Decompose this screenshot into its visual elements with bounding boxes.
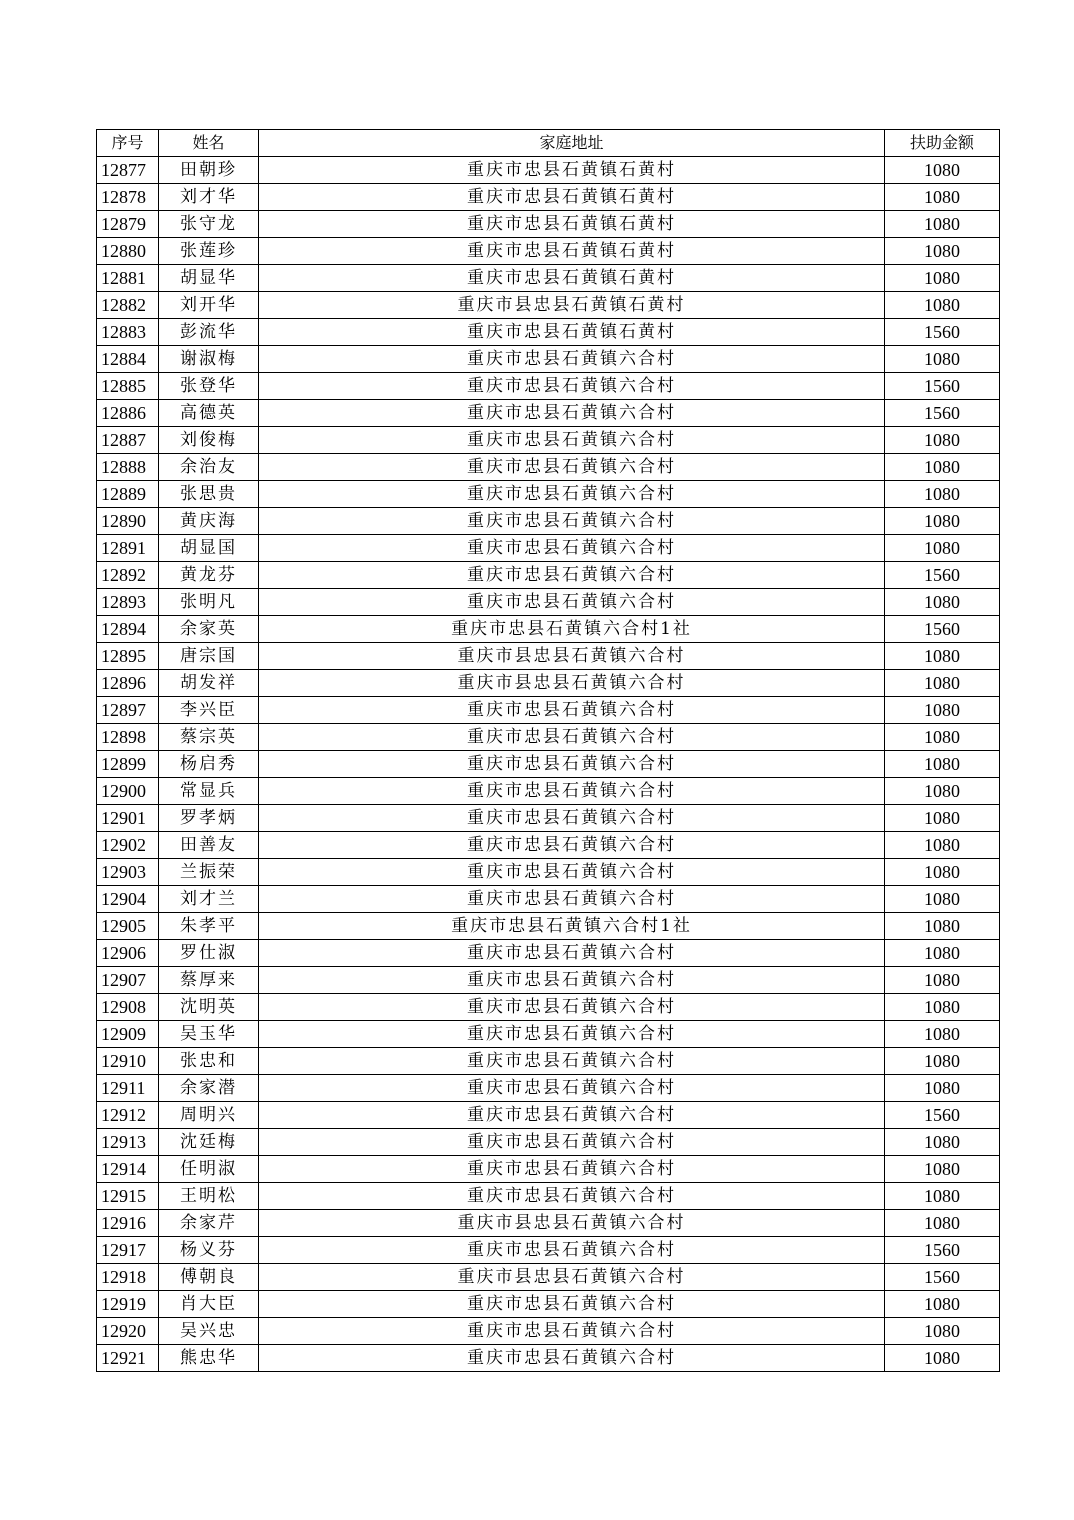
- name-cell: 张忠和: [159, 1048, 259, 1075]
- amount-cell: 1080: [885, 1345, 1000, 1372]
- amount-cell: 1080: [885, 1291, 1000, 1318]
- amount-cell: 1080: [885, 508, 1000, 535]
- amount-cell: 1080: [885, 1183, 1000, 1210]
- serial-number-cell: 12898: [97, 724, 159, 751]
- serial-number-cell: 12877: [97, 157, 159, 184]
- address-cell: 重庆市忠县石黄镇六合村: [259, 1075, 885, 1102]
- table-row: [97, 157, 1000, 184]
- serial-number-cell: 12906: [97, 940, 159, 967]
- table-row: [97, 1291, 1000, 1318]
- amount-cell: 1560: [885, 1264, 1000, 1291]
- name-cell: 黄庆海: [159, 508, 259, 535]
- name-cell: 张思贵: [159, 481, 259, 508]
- serial-number-cell: 12893: [97, 589, 159, 616]
- address-cell: 重庆市忠县石黄镇六合村: [259, 1129, 885, 1156]
- table-row: [97, 967, 1000, 994]
- address-cell: 重庆市忠县石黄镇石黄村: [259, 157, 885, 184]
- name-cell: 王明松: [159, 1183, 259, 1210]
- serial-number-cell: 12916: [97, 1210, 159, 1237]
- serial-number-cell: 12921: [97, 1345, 159, 1372]
- amount-cell: 1080: [885, 994, 1000, 1021]
- table-row: [97, 643, 1000, 670]
- amount-cell: 1080: [885, 454, 1000, 481]
- address-cell: 重庆市县忠县石黄镇石黄村: [259, 292, 885, 319]
- name-cell: 余家英: [159, 616, 259, 643]
- name-cell: 常显兵: [159, 778, 259, 805]
- name-cell: 吴兴忠: [159, 1318, 259, 1345]
- serial-number-cell: 12899: [97, 751, 159, 778]
- amount-cell: 1560: [885, 319, 1000, 346]
- name-cell: 胡发祥: [159, 670, 259, 697]
- amount-cell: 1080: [885, 832, 1000, 859]
- name-cell: 周明兴: [159, 1102, 259, 1129]
- assistance-table: [96, 129, 1000, 1372]
- amount-cell: 1080: [885, 481, 1000, 508]
- address-cell: 重庆市忠县石黄镇六合村: [259, 346, 885, 373]
- serial-number-cell: 12880: [97, 238, 159, 265]
- address-cell: 重庆市忠县石黄镇六合村: [259, 1237, 885, 1264]
- amount-cell: 1080: [885, 211, 1000, 238]
- serial-number-cell: 12902: [97, 832, 159, 859]
- address-cell: 重庆市忠县石黄镇六合村: [259, 724, 885, 751]
- table-row: [97, 1183, 1000, 1210]
- table-row: [97, 1075, 1000, 1102]
- serial-number-cell: 12913: [97, 1129, 159, 1156]
- table-row: [97, 535, 1000, 562]
- table-row: [97, 1345, 1000, 1372]
- amount-cell: 1080: [885, 535, 1000, 562]
- address-cell: 重庆市忠县石黄镇六合村: [259, 589, 885, 616]
- name-cell: 朱孝平: [159, 913, 259, 940]
- address-cell: 重庆市忠县石黄镇六合村: [259, 778, 885, 805]
- name-cell: 田朝珍: [159, 157, 259, 184]
- table-row: [97, 1264, 1000, 1291]
- address-cell: 重庆市县忠县石黄镇六合村: [259, 670, 885, 697]
- amount-cell: 1080: [885, 427, 1000, 454]
- serial-number-cell: 12901: [97, 805, 159, 832]
- amount-cell: 1080: [885, 913, 1000, 940]
- address-cell: 重庆市忠县石黄镇六合村: [259, 1291, 885, 1318]
- address-cell: 重庆市忠县石黄镇六合村: [259, 400, 885, 427]
- serial-number-cell: 12892: [97, 562, 159, 589]
- header-assistance-amount: 扶助金额: [885, 130, 1000, 157]
- amount-cell: 1080: [885, 778, 1000, 805]
- table-row: [97, 1210, 1000, 1237]
- table-row: [97, 184, 1000, 211]
- address-cell: 重庆市县忠县石黄镇六合村: [259, 1264, 885, 1291]
- name-cell: 杨启秀: [159, 751, 259, 778]
- amount-cell: 1560: [885, 1237, 1000, 1264]
- name-cell: 余治友: [159, 454, 259, 481]
- address-cell: 重庆市忠县石黄镇六合村: [259, 1048, 885, 1075]
- name-cell: 刘开华: [159, 292, 259, 319]
- address-cell: 重庆市忠县石黄镇六合村: [259, 427, 885, 454]
- table-row: [97, 589, 1000, 616]
- address-cell: 重庆市忠县石黄镇石黄村: [259, 238, 885, 265]
- name-cell: 刘俊梅: [159, 427, 259, 454]
- table-header-row: [97, 130, 1000, 157]
- name-cell: 余家芹: [159, 1210, 259, 1237]
- table-row: [97, 265, 1000, 292]
- address-cell: 重庆市忠县石黄镇六合村: [259, 481, 885, 508]
- serial-number-cell: 12903: [97, 859, 159, 886]
- name-cell: 张登华: [159, 373, 259, 400]
- amount-cell: 1080: [885, 1129, 1000, 1156]
- address-cell: 重庆市忠县石黄镇六合村: [259, 535, 885, 562]
- serial-number-cell: 12915: [97, 1183, 159, 1210]
- name-cell: 彭流华: [159, 319, 259, 346]
- address-cell: 重庆市忠县石黄镇六合村: [259, 940, 885, 967]
- serial-number-cell: 12914: [97, 1156, 159, 1183]
- serial-number-cell: 12895: [97, 643, 159, 670]
- amount-cell: 1080: [885, 346, 1000, 373]
- amount-cell: 1080: [885, 1210, 1000, 1237]
- amount-cell: 1560: [885, 1102, 1000, 1129]
- serial-number-cell: 12918: [97, 1264, 159, 1291]
- header-home-address: 家庭地址: [259, 130, 885, 157]
- amount-cell: 1080: [885, 697, 1000, 724]
- table-row: [97, 886, 1000, 913]
- address-cell: 重庆市忠县石黄镇石黄村: [259, 211, 885, 238]
- table-row: [97, 292, 1000, 319]
- name-cell: 唐宗国: [159, 643, 259, 670]
- amount-cell: 1560: [885, 373, 1000, 400]
- name-cell: 蔡宗英: [159, 724, 259, 751]
- serial-number-cell: 12887: [97, 427, 159, 454]
- amount-cell: 1080: [885, 859, 1000, 886]
- address-cell: 重庆市忠县石黄镇六合村: [259, 697, 885, 724]
- amount-cell: 1080: [885, 1075, 1000, 1102]
- address-cell: 重庆市县忠县石黄镇六合村: [259, 643, 885, 670]
- table-row: [97, 913, 1000, 940]
- address-cell: 重庆市忠县石黄镇石黄村: [259, 265, 885, 292]
- name-cell: 刘才华: [159, 184, 259, 211]
- serial-number-cell: 12907: [97, 967, 159, 994]
- serial-number-cell: 12908: [97, 994, 159, 1021]
- table-row: [97, 373, 1000, 400]
- serial-number-cell: 12912: [97, 1102, 159, 1129]
- serial-number-cell: 12919: [97, 1291, 159, 1318]
- table-row: [97, 1048, 1000, 1075]
- amount-cell: 1080: [885, 157, 1000, 184]
- serial-number-cell: 12917: [97, 1237, 159, 1264]
- amount-cell: 1080: [885, 184, 1000, 211]
- amount-cell: 1080: [885, 643, 1000, 670]
- amount-cell: 1080: [885, 1021, 1000, 1048]
- table-row: [97, 1156, 1000, 1183]
- serial-number-cell: 12886: [97, 400, 159, 427]
- serial-number-cell: 12904: [97, 886, 159, 913]
- table-row: [97, 346, 1000, 373]
- table-row: [97, 805, 1000, 832]
- table-row: [97, 940, 1000, 967]
- amount-cell: 1080: [885, 751, 1000, 778]
- name-cell: 任明淑: [159, 1156, 259, 1183]
- name-cell: 张莲珍: [159, 238, 259, 265]
- table-row: [97, 400, 1000, 427]
- serial-number-cell: 12920: [97, 1318, 159, 1345]
- name-cell: 黄龙芬: [159, 562, 259, 589]
- table-row: [97, 1129, 1000, 1156]
- address-cell: 重庆市忠县石黄镇六合村: [259, 1102, 885, 1129]
- address-cell: 重庆市忠县石黄镇六合村1社: [259, 616, 885, 643]
- address-cell: 重庆市县忠县石黄镇六合村: [259, 1210, 885, 1237]
- table-body: [97, 157, 1000, 1372]
- assistance-table-container: [96, 129, 999, 1372]
- amount-cell: 1080: [885, 1318, 1000, 1345]
- address-cell: 重庆市忠县石黄镇六合村: [259, 805, 885, 832]
- amount-cell: 1080: [885, 589, 1000, 616]
- address-cell: 重庆市忠县石黄镇六合村: [259, 373, 885, 400]
- table-row: [97, 319, 1000, 346]
- amount-cell: 1080: [885, 265, 1000, 292]
- name-cell: 高德英: [159, 400, 259, 427]
- table-row: [97, 481, 1000, 508]
- name-cell: 李兴臣: [159, 697, 259, 724]
- address-cell: 重庆市忠县石黄镇六合村: [259, 832, 885, 859]
- table-row: [97, 697, 1000, 724]
- name-cell: 余家潜: [159, 1075, 259, 1102]
- name-cell: 张明凡: [159, 589, 259, 616]
- amount-cell: 1080: [885, 940, 1000, 967]
- name-cell: 罗仕淑: [159, 940, 259, 967]
- table-row: [97, 562, 1000, 589]
- serial-number-cell: 12884: [97, 346, 159, 373]
- table-row: [97, 832, 1000, 859]
- amount-cell: 1560: [885, 400, 1000, 427]
- serial-number-cell: 12891: [97, 535, 159, 562]
- serial-number-cell: 12889: [97, 481, 159, 508]
- serial-number-cell: 12888: [97, 454, 159, 481]
- address-cell: 重庆市忠县石黄镇六合村: [259, 994, 885, 1021]
- amount-cell: 1080: [885, 886, 1000, 913]
- amount-cell: 1080: [885, 805, 1000, 832]
- table-row: [97, 1318, 1000, 1345]
- address-cell: 重庆市忠县石黄镇六合村: [259, 859, 885, 886]
- serial-number-cell: 12905: [97, 913, 159, 940]
- serial-number-cell: 12897: [97, 697, 159, 724]
- table-row: [97, 994, 1000, 1021]
- address-cell: 重庆市忠县石黄镇六合村: [259, 454, 885, 481]
- address-cell: 重庆市忠县石黄镇六合村: [259, 967, 885, 994]
- serial-number-cell: 12900: [97, 778, 159, 805]
- amount-cell: 1560: [885, 616, 1000, 643]
- amount-cell: 1080: [885, 292, 1000, 319]
- table-row: [97, 859, 1000, 886]
- table-row: [97, 211, 1000, 238]
- table-row: [97, 427, 1000, 454]
- table-row: [97, 238, 1000, 265]
- table-row: [97, 454, 1000, 481]
- amount-cell: 1080: [885, 1048, 1000, 1075]
- serial-number-cell: 12910: [97, 1048, 159, 1075]
- serial-number-cell: 12881: [97, 265, 159, 292]
- amount-cell: 1080: [885, 238, 1000, 265]
- table-row: [97, 751, 1000, 778]
- header-serial-number: 序号: [97, 130, 159, 157]
- table-row: [97, 616, 1000, 643]
- address-cell: 重庆市忠县石黄镇六合村1社: [259, 913, 885, 940]
- serial-number-cell: 12879: [97, 211, 159, 238]
- name-cell: 张守龙: [159, 211, 259, 238]
- amount-cell: 1560: [885, 562, 1000, 589]
- table-row: [97, 508, 1000, 535]
- serial-number-cell: 12882: [97, 292, 159, 319]
- amount-cell: 1080: [885, 967, 1000, 994]
- address-cell: 重庆市忠县石黄镇六合村: [259, 1021, 885, 1048]
- name-cell: 谢淑梅: [159, 346, 259, 373]
- table-row: [97, 778, 1000, 805]
- address-cell: 重庆市忠县石黄镇六合村: [259, 1183, 885, 1210]
- name-cell: 兰振荣: [159, 859, 259, 886]
- serial-number-cell: 12878: [97, 184, 159, 211]
- name-cell: 罗孝炳: [159, 805, 259, 832]
- serial-number-cell: 12911: [97, 1075, 159, 1102]
- name-cell: 田善友: [159, 832, 259, 859]
- serial-number-cell: 12883: [97, 319, 159, 346]
- address-cell: 重庆市忠县石黄镇六合村: [259, 508, 885, 535]
- address-cell: 重庆市忠县石黄镇六合村: [259, 886, 885, 913]
- name-cell: 沈廷梅: [159, 1129, 259, 1156]
- address-cell: 重庆市忠县石黄镇六合村: [259, 1156, 885, 1183]
- serial-number-cell: 12894: [97, 616, 159, 643]
- address-cell: 重庆市忠县石黄镇六合村: [259, 562, 885, 589]
- serial-number-cell: 12890: [97, 508, 159, 535]
- name-cell: 沈明英: [159, 994, 259, 1021]
- amount-cell: 1080: [885, 670, 1000, 697]
- table-row: [97, 1021, 1000, 1048]
- name-cell: 胡显华: [159, 265, 259, 292]
- name-cell: 熊忠华: [159, 1345, 259, 1372]
- name-cell: 傅朝良: [159, 1264, 259, 1291]
- name-cell: 蔡厚来: [159, 967, 259, 994]
- address-cell: 重庆市忠县石黄镇六合村: [259, 1318, 885, 1345]
- name-cell: 刘才兰: [159, 886, 259, 913]
- serial-number-cell: 12896: [97, 670, 159, 697]
- table-row: [97, 670, 1000, 697]
- address-cell: 重庆市忠县石黄镇六合村: [259, 751, 885, 778]
- serial-number-cell: 12909: [97, 1021, 159, 1048]
- table-row: [97, 724, 1000, 751]
- name-cell: 杨义芬: [159, 1237, 259, 1264]
- address-cell: 重庆市忠县石黄镇石黄村: [259, 184, 885, 211]
- header-name: 姓名: [159, 130, 259, 157]
- table-row: [97, 1237, 1000, 1264]
- name-cell: 肖大臣: [159, 1291, 259, 1318]
- name-cell: 胡显国: [159, 535, 259, 562]
- amount-cell: 1080: [885, 1156, 1000, 1183]
- serial-number-cell: 12885: [97, 373, 159, 400]
- amount-cell: 1080: [885, 724, 1000, 751]
- table-row: [97, 1102, 1000, 1129]
- address-cell: 重庆市忠县石黄镇六合村: [259, 1345, 885, 1372]
- name-cell: 吴玉华: [159, 1021, 259, 1048]
- address-cell: 重庆市忠县石黄镇石黄村: [259, 319, 885, 346]
